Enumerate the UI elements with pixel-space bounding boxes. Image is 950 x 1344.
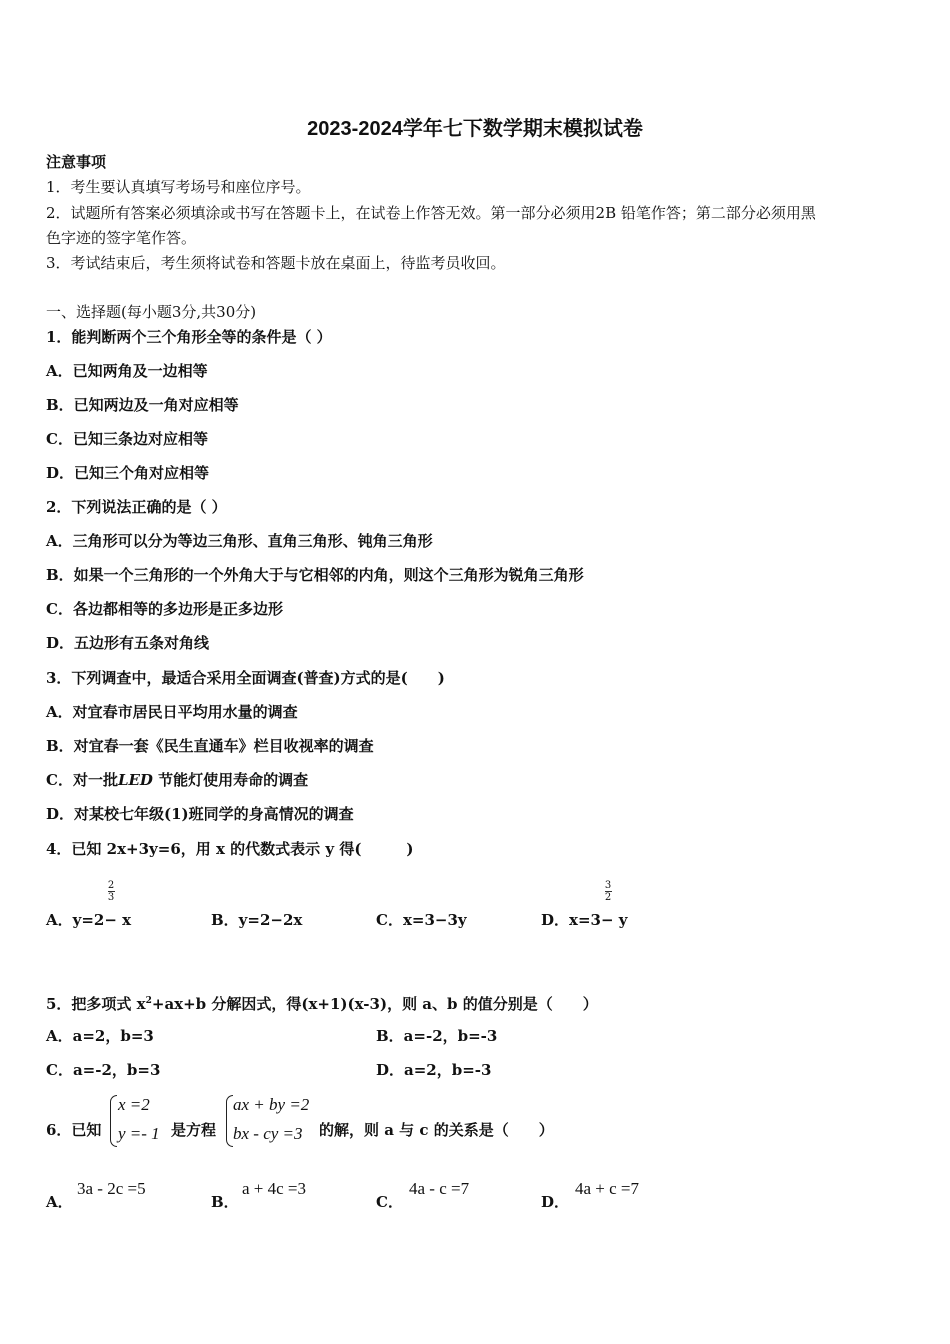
option-item: D．已知三个角对应相等 — [46, 464, 210, 482]
option-item: A．已知两角及一边相等 — [46, 362, 208, 380]
option-label: B． — [211, 1193, 239, 1211]
equation-line: bx - cy =3 — [233, 1124, 303, 1143]
question-stem-suffix: 的解，则 a 与 c 的关系是（ ） — [319, 1121, 554, 1139]
equation-line: x =2 — [118, 1095, 150, 1114]
option-label: A． — [46, 1193, 73, 1211]
option-item: C．对一批LED 节能灯使用寿命的调查 — [46, 771, 309, 789]
option-item: C．x=3−3y — [376, 911, 467, 929]
equation-line: ax + by =2 — [233, 1095, 310, 1114]
option-label: C． — [376, 1193, 403, 1211]
section-heading: 一、选择题(每小题3分,共30分) — [46, 303, 257, 321]
option-item: B．已知两边及一角对应相等 — [46, 396, 239, 414]
fraction-two-thirds: 2 3 — [107, 880, 115, 903]
question-stem-prefix: 6．已知 — [46, 1121, 102, 1139]
notice-item: 2．试题所有答案必须填涂或书写在答题卡上，在试卷上作答无效。第一部分必须用2B 铅笔作答；第二部分必须用黑 — [46, 204, 816, 222]
option-item: B．a=-2，b=-3 — [376, 1027, 498, 1045]
question-stem: 2．下列说法正确的是（ ） — [46, 498, 227, 516]
option-expression: 3a - 2c =5 — [77, 1179, 146, 1198]
led-term: LED — [117, 771, 153, 789]
question-stem: 3．下列调查中，最适合采用全面调查(普查)方式的是( ) — [46, 669, 445, 687]
option-item: D．对某校七年级(1)班同学的身高情况的调查 — [46, 805, 354, 823]
option-item: B．对宜春一套《民生直通车》栏目收视率的调查 — [46, 737, 374, 755]
option-item: C．各边都相等的多边形是正多边形 — [46, 600, 283, 618]
question-stem: 4．已知 2x+3y=6，用 x 的代数式表示 y 得( ) — [46, 840, 414, 858]
option-item: A．对宜春市居民日平均用水量的调查 — [46, 703, 298, 721]
notice-item: 1．考生要认真填写考场号和座位序号。 — [46, 178, 311, 196]
option-expression: 4a - c =7 — [409, 1179, 470, 1198]
option-expression: 4a + c =7 — [575, 1179, 640, 1198]
notice-item: 色字迹的签字笔作答。 — [46, 229, 197, 247]
brace-icon — [226, 1095, 233, 1147]
notice-heading: 注意事项 — [46, 153, 107, 171]
option-item: D．a=2，b=-3 — [376, 1061, 492, 1079]
option-item: B．y=2−2x — [211, 911, 303, 929]
option-item: B．如果一个三角形的一个外角大于与它相邻的内角，则这个三角形为锐角三角形 — [46, 566, 584, 584]
fraction-three-halves: 3 2 — [604, 880, 612, 903]
option-item: A．三角形可以分为等边三角形、直角三角形、钝角三角形 — [46, 532, 433, 550]
page-title: 2023-2024学年七下数学期末模拟试卷 — [307, 118, 643, 140]
brace-icon — [110, 1095, 117, 1147]
notice-item: 3．考试结束后，考生须将试卷和答题卡放在桌面上，待监考员收回。 — [46, 254, 506, 272]
option-item: C．a=-2，b=3 — [46, 1061, 161, 1079]
question-stem-middle: 是方程 — [171, 1121, 217, 1139]
question-stem: 5．把多项式 $x^2+ax+b$ 分解因式，得(x+1)(x-3)，则 a、b 的值分别是（ ） — [46, 995, 598, 1013]
option-item: D．五边形有五条对角线 — [46, 634, 210, 652]
option-item: A．a=2，b=3 — [46, 1027, 154, 1045]
option-item: D．x=3− y — [541, 911, 628, 929]
equation-line: y =- 1 — [118, 1124, 160, 1143]
option-item: A．y=2− x — [46, 911, 132, 929]
question-stem: 1．能判断两个三个角形全等的条件是（ ） — [46, 328, 332, 346]
option-item: C．已知三条边对应相等 — [46, 430, 208, 448]
option-expression: a + 4c =3 — [242, 1179, 307, 1198]
option-label: D． — [541, 1193, 570, 1211]
